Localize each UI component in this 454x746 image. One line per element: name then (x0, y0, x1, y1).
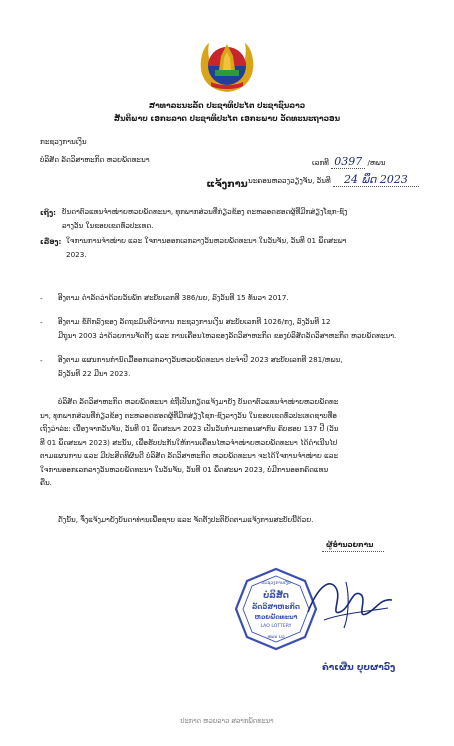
stamp-line: LAO LOTTERY (260, 624, 292, 629)
subject-text (66, 234, 347, 261)
footer-watermark: ປະກາດ ຫວຍລາວ ສລາກພັດທະນາ (180, 717, 274, 725)
closing-sentence: ດັ່ງນັ້ນ, ຈຶ່ງແຈ້ງມາຍັງບັນດາທ່ານເພື່ອຊາບ ແລະ ຈັດຕັ້ງປະຕິບັດຕາມແຈ້ງການສະບັບນີ້ດ້ວຍ. (58, 515, 314, 524)
handwritten-signature-icon (300, 568, 400, 638)
signatory-title: ຜູ້ອໍານວຍການ (326, 540, 374, 549)
to-label: ເຖິງ: (40, 208, 57, 217)
to-line: ບັນດາຕົວແທນຈໍາໜ່າຍຫວຍພັດທະນາ, ທຸກພາກສ່ວນທີ່ກ່ຽວຂ້ອງ ຕະຫລອດຮອດຜູ້ທີ່ມີກສ່ຽງໂຊກ-ຊົງ (62, 207, 348, 216)
reference-line: ລົງວັນທີ 22 ມີນາ 2023. (58, 368, 131, 378)
reference-bullet: - (40, 356, 43, 365)
date-value: 24 ພຶດ 2023 (333, 173, 419, 187)
body-line: ບໍລິສັດ ລັດວິສາຫະກິດ ຫວຍພັດທະນາ ຂໍຖືເປັນກຽດແຈ້ງມາຍັງ ບັນດາຕົວແທນຈໍາໜ່າຍຫວຍພັດທະ (58, 397, 339, 406)
body-line: ນາ, ທຸກພາກສ່ວນທີ່ກ່ຽວຂ້ອງ ຕະຫລອດຮອດຜູ້ທີ່ມີກສ່ຽງໂຊກ-ຊົງລາງວັນ ໃນຂອບເຂດທົ່ວປະເທດຊາບທື່ອ (40, 410, 337, 420)
signature-dotted-line (322, 551, 384, 552)
reference-number-suffix: /ຫພນ (367, 158, 386, 167)
reference-item (58, 291, 289, 305)
subject-line: ໃຈການການຈໍາໜ່າຍ ແລະ ໃຈການອອກເລກລາງວັນຫວຍພັດທະນາ ໃນວັນຈັນ, ວັນທີ 01 ພຶດສະພາ (66, 236, 347, 245)
body-line: ໃຈການອອກເລກລາງວັນຫວຍພັດທະນາ ໃນວັນຈັນ, ວັນທີ 01 ພຶດສະພາ 2023, ບໍ່ມີການອອກຄົດແທນ (40, 464, 329, 474)
stamp-line: ຫວຍພັດທະນາ (254, 614, 298, 621)
reference-bullet: - (40, 294, 43, 303)
lao-national-emblem-icon (197, 40, 257, 94)
signatory-name: ຄໍາເຜີ່ນ ບຸບຜາວົງ (322, 663, 396, 673)
body-line: ຄືນ. (40, 478, 52, 487)
reference-number-label: ເລກທີ (312, 158, 329, 167)
place-date-label: ນະຄອນຫລວງວຽງຈັນ, ວັນທີ (248, 176, 331, 185)
ministry-name: ກະຊວງການເງິນ (40, 137, 87, 146)
body-line: ຕາມແຜນການ ແລະ ມີປະສິດທິຜົນດີ ບໍລິສັດ ລັດວິສາຫະກິດ ຫວຍພັດທະນາ ຈະໄດ້ໃຈການຈໍາໜ່າຍ ແລະ (40, 451, 339, 460)
document-title: ແຈ້ງການ (206, 179, 248, 190)
reference-line: ອີງຕາມ ແຜນການກໍານົດມື້ອອກເລກລາງວັນຫວຍພັດທະນາ ປະຈຳປີ 2023 ສະບັບເລກທີ 281/ຫພນ, (58, 355, 343, 364)
stamp-line: ລັດວິສາຫະກິດ (252, 603, 300, 611)
body-paragraph (40, 395, 339, 490)
subject-label: ເລື່ອງ: (40, 237, 62, 246)
body-line: ເຖິງວ່າລ່ະ: ເນື່ອງຈາກວັນຈັນ, ວັນທີ 01 ພຶດສະພາ 2023 ເປັນວັນກຳມະກອນສາກົນ ຄົບຮອບ 137 ປີ (ວັນ (40, 424, 339, 433)
reference-line: ມີຖຸນາ 2003 ວ່າດ້ວຍການຈັດຕັ້ງ ແລະ ການເຄື່ອນໄຫວຂອງລັດວິສາຫະກິດ ຂອງບໍລິສັດລັດວິສາຫະກິດ ຫວຍພັດທະນາ. (58, 330, 397, 340)
reference-line: ອີງຕາມ ຂໍ້ຕົກລົງຂອງ ລັດຖະມົນຕີວ່າການ ກະຊວງການເງິນ ສະບັບເລກທີ 1026/ກງ, ລົງວັນທີ 12 (58, 317, 331, 326)
stamp-ring-top: ກະຊວງການເງິນ (261, 581, 291, 586)
reference-number-value: 0397 (331, 155, 365, 169)
to-line: ລາງວັນ ໃນຂອບເຂດທົ່ວປະເທດ. (62, 220, 154, 230)
reference-number (312, 155, 385, 169)
to-recipients (62, 205, 348, 232)
subject-line: 2023. (66, 249, 87, 259)
reference-item (58, 353, 343, 380)
body-line: ທີ 01 ພຶດສະພາ 2023) ສະນັ້ນ, ເພື່ອຮັບປະກັນໃຫ້ການເຄື່ອນໄຫວຈໍາໜ່າຍຫວຍພັດທະນາ ໄດ້ດຳເນີນໄປ (40, 437, 338, 447)
national-motto: ສັນຕິພາບ ເອກະລາດ ປະຊາທິປະໄຕ ເອກະພາບ ວັດທະນະຖາວອນ (113, 114, 341, 123)
stamp-line: ບໍລິສັດ (263, 591, 289, 601)
reference-bullet: - (40, 318, 43, 327)
company-name: ບໍລິສັດ ລັດວິສາຫະກິດ ຫວຍພັດທະນາ (40, 155, 150, 164)
reference-line: ອີງຕາມ ດຳລັດວ່າດ້ວຍວັນພັກ ສະບັບເລກທີ 386/ນຍ, ລົງວັນທີ 15 ທັນວາ 2017. (58, 293, 289, 302)
country-name: ສາທາລະນະລັດ ປະຊາທິປະໄຕ ປະຊາຊົນລາວ (148, 101, 306, 110)
reference-item (58, 315, 396, 342)
stamp-ring-bottom: ຫພນ ນວ (267, 635, 285, 640)
